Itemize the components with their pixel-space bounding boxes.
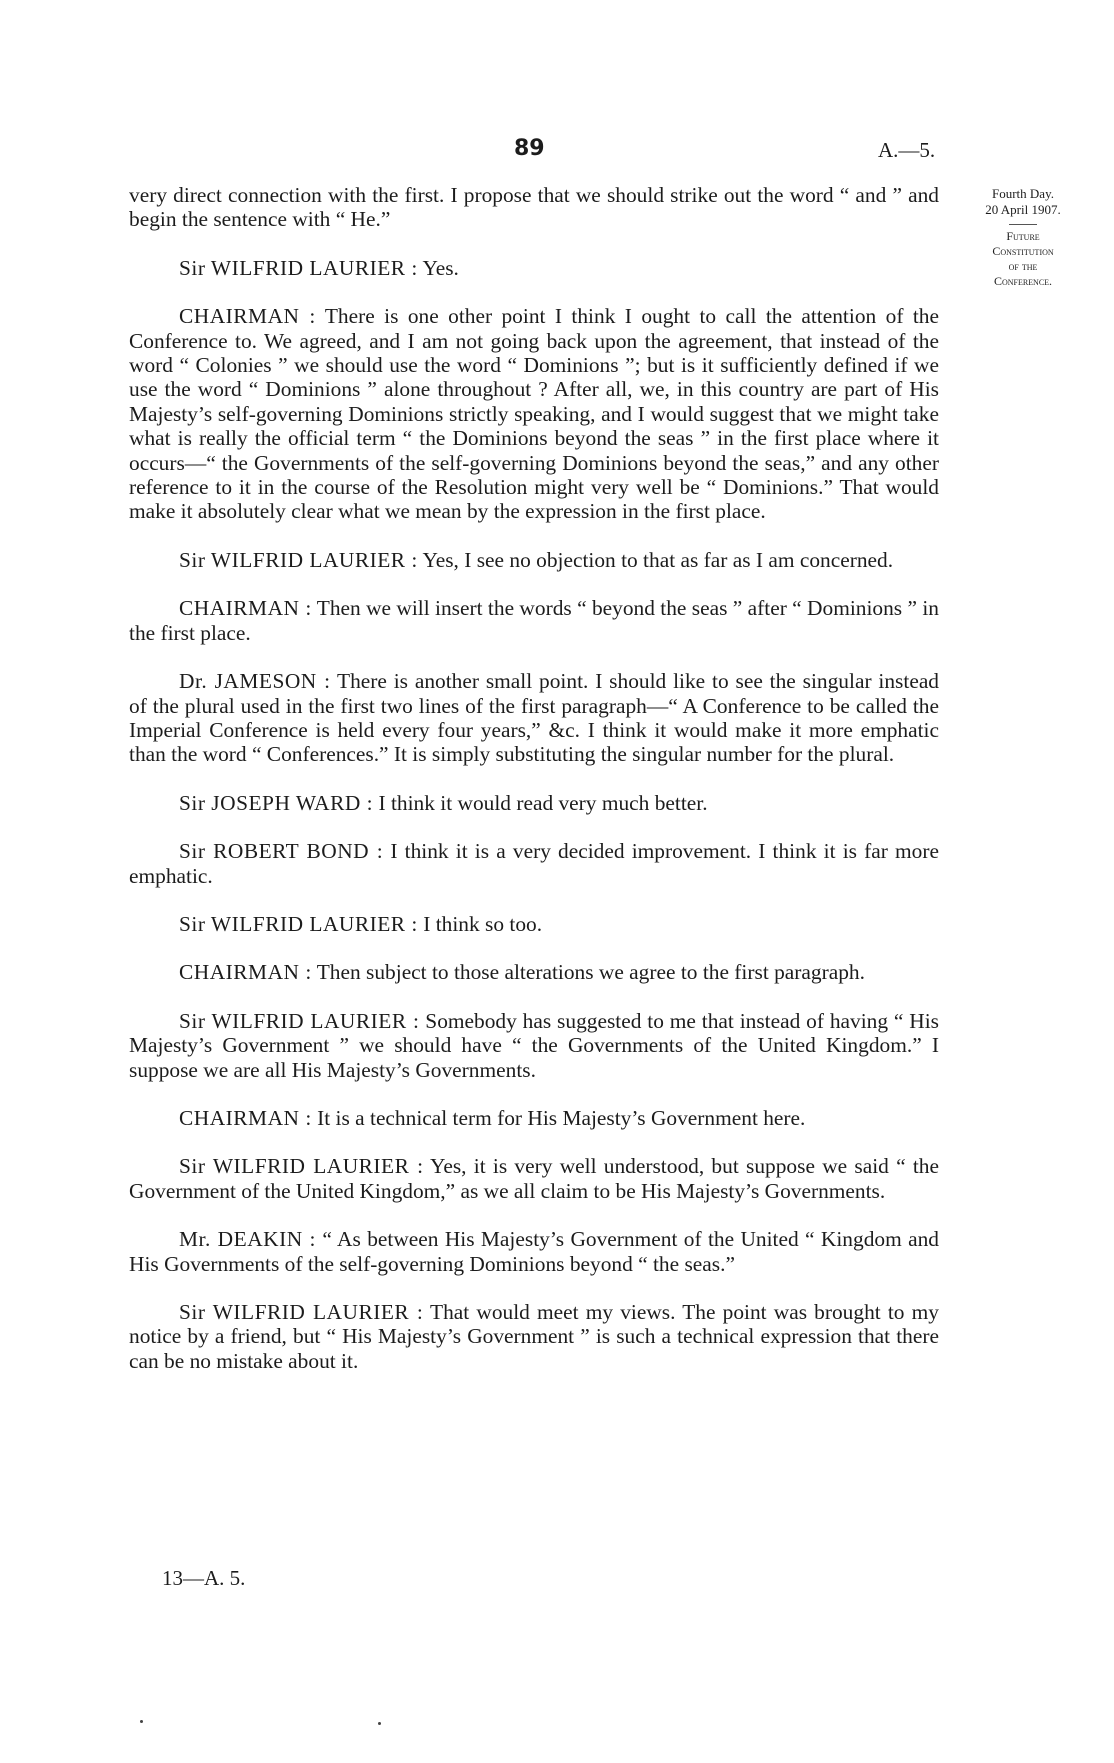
paragraph [129,912,939,936]
speaker-name: Sir WILFRID LAURIER : [179,911,418,936]
margin-note [965,186,1081,289]
paragraph [129,1227,939,1276]
paragraph-text: very direct connection with the first. I propose that we should strike out the word “ and ” and begin the sentence with “ He.” [129,183,939,232]
scan-speck [140,1720,143,1723]
paragraph-text: Yes, I see no objection to that as far as I am concerned. [422,547,894,572]
page-number: 89 [514,136,545,161]
margin-section-line: Constitution [992,244,1054,258]
speaker-name: Sir WILFRID LAURIER : [179,1154,424,1179]
margin-section-line: of the [1008,259,1038,273]
paragraph-text: Yes. [422,255,459,280]
paragraph-text: I think it would read very much better. [378,790,708,815]
signature-code: 13—A. 5. [162,1566,246,1590]
scan-speck [378,1722,381,1725]
speaker-name: Sir WILFRID LAURIER : [179,255,418,280]
margin-divider [1009,224,1037,225]
speaker-name: CHAIRMAN : [179,1105,312,1130]
paragraph-text: Yes, it is very well understood, but suppose we said “ the Government of the United Kingdom,” as we all claim to be His Majesty’s Governments. [129,1154,939,1203]
paragraph [129,1300,939,1373]
paragraph-text: It is a technical term for His Majesty’s Government here. [317,1105,806,1130]
transcript-body [129,183,939,1373]
paragraph [129,1009,939,1082]
paragraph [129,183,939,232]
speaker-name: Sir WILFRID LAURIER : [179,1300,424,1324]
paragraph [129,960,939,984]
paragraph-text: “ As between His Majesty’s Government of the United “ Kingdom and His Governments of the self-governing Dominions beyond “ the seas.” [129,1227,939,1276]
paragraph-text: There is another small point. I should like to see the singular instead of the plural used in the first two lines of the first paragraph—“ A Conference to be called the Imperial Conference is held every four years,” &c. I think it would make it more emphatic than the word “ Conferences.” It is simply substituting the singular number for the plural. [129,669,940,767]
paragraph [129,596,939,645]
margin-section-title [965,229,1081,289]
paragraph-text: I think so too. [423,911,543,936]
paragraph-text: Then subject to those alterations we agree to the first paragraph. [316,960,865,985]
paragraph [129,256,939,280]
paragraph-text: Then we will insert the words “ beyond the seas ” after “ Dominions ” in the first place. [129,596,939,645]
speaker-name: CHAIRMAN : [179,960,312,985]
paragraph [129,548,939,572]
speaker-name: Sir JOSEPH WARD : [179,790,374,815]
paragraph [129,669,939,767]
margin-section-line: Future [1006,229,1040,243]
margin-day: Fourth Day. [992,186,1054,201]
speaker-name: Sir WILFRID LAURIER : [179,1008,420,1033]
speaker-name: CHAIRMAN : [179,304,316,329]
speaker-name: CHAIRMAN : [179,596,312,621]
margin-section-line: Conference. [993,274,1053,288]
speaker-name: Sir WILFRID LAURIER : [179,547,418,572]
paragraph [129,1106,939,1130]
paragraph-text: I think it is a very decided improvement. I think it is far more emphatic. [129,839,939,888]
paragraph-text: There is one other point I think I ought to call the attention of the Conference to. We agreed, and I am not going back upon the agreement, that instead of the word “ Colonies ” we should use the word “ Dominions ”; but is it sufficiently defined if we use the word “ Dominions ” alone throughout ? After all, we, in this country are part of His Majesty’s self-governing Dominions strictly speaking, and I would suggest that we might take what is really the official term “ the Dominions beyond the seas ” in the first place where it occurs—“ the Governments of the self-governing Dominions beyond the seas,” and any other reference to it in the course of the Resolution might very well be “ Dominions.” That would make it absolutely clear what we mean by the expression in the first place. [129,304,939,524]
paragraph [129,304,939,524]
speaker-name: Mr. DEAKIN : [179,1227,316,1252]
margin-date: 20 April 1907. [985,202,1061,217]
paragraph-text: That would meet my views. The point was brought to my notice by a friend, but “ His Majesty’s Government ” is such a technical expression that there can be no mistake about it. [129,1300,939,1373]
paragraph [129,791,939,815]
document-code: A.—5. [878,138,936,162]
speaker-name: Sir ROBERT BOND : [179,839,384,864]
paragraph [129,839,939,888]
paragraph [129,1154,939,1203]
speaker-name: Dr. JAMESON : [179,669,331,694]
paragraph-text: Somebody has suggested to me that instead of having “ His Majesty’s Government ” we should have “ the Governments of the United Kingdom.” I suppose we are all His Majesty’s Governments. [129,1008,939,1082]
